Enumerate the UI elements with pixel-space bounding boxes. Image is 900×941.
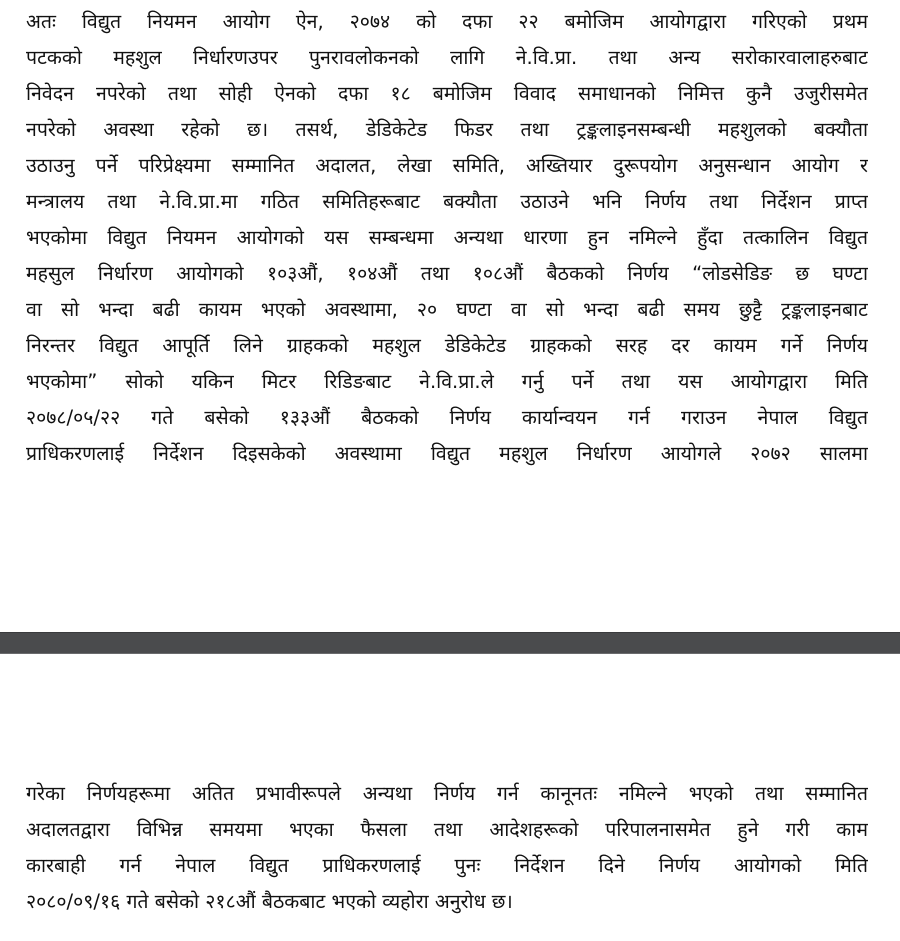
paragraph-continuation	[26, 4, 868, 472]
text-line: गरेका निर्णयहरूमा अतित प्रभावीरूपले अन्यथा निर्णय गर्न कानूनतः नमिल्ने भएको तथा सम्मानित	[26, 782, 868, 805]
text-line: निरन्तर विद्युत आपूर्ति लिने ग्राहकको महशुल डेडिकेटेड ग्राहकको सरह दर कायम गर्ने निर्णय	[26, 334, 868, 357]
text-line: नपरेको अवस्था रहेको छ। तसर्थ, डेडिकेटेड फिडर तथा ट्रङ्कलाइनसम्बन्धी महशुलको बक्यौता	[26, 118, 868, 141]
text-line: महसुल निर्धारण आयोगको १०३औं, १०४औं तथा १०८औं बैठकको निर्णय “लोडसेडिङ छ घण्टा	[26, 262, 868, 285]
text-line: मन्त्रालय तथा ने.वि.प्रा.मा गठित समितिहरूबाट बक्यौता उठाउने भनि निर्णय तथा निर्देशन प्राप्त	[26, 190, 868, 213]
paragraph-continuation	[26, 776, 868, 920]
text-line: उठाउनु पर्ने परिप्रेक्ष्यमा सम्मानित अदालत, लेखा समिति, अख्तियार दुरूपयोग अनुसन्धान आयोग र	[26, 154, 868, 177]
text-line: २०७८/०५/२२ गते बसेको १३३औं बैठकको निर्णय कार्यान्वयन गर्न गराउन नेपाल विद्युत	[26, 406, 868, 429]
text-line: भएकोमा विद्युत नियमन आयोगको यस सम्बन्धमा अन्यथा धारणा हुन नमिल्ने हुँदा तत्कालिन विद्युत	[26, 226, 868, 249]
text-line: भएकोमा” सोको यकिन मिटर रिडिङबाट ने.वि.प्रा.ले गर्नु पर्ने तथा यस आयोगद्वारा मिति	[26, 370, 868, 393]
text-line: अतः विद्युत नियमन आयोग ऐन, २०७४ को दफा २२ बमोजिम आयोगद्वारा गरिएको प्रथम	[26, 10, 868, 33]
text-line: वा सो भन्दा बढी कायम भएको अवस्थामा, २० घण्टा वा सो भन्दा बढी समय छुट्टै ट्रङ्कलाइनबाट	[26, 298, 868, 321]
text-line: २०८०/०९/१६ गते बसेको २१८औं बैठकबाट भएको व्यहोरा अनुरोध छ।	[26, 890, 513, 913]
document-page-bottom	[0, 654, 900, 941]
text-line: कारबाही गर्न नेपाल विद्युत प्राधिकरणलाई पुनः निर्देशन दिने निर्णय आयोगको मिति	[26, 854, 868, 877]
text-line: अदालतद्वारा विभिन्न समयमा भएका फैसला तथा आदेशहरूको परिपालनासमेत हुने गरी काम	[26, 818, 868, 841]
text-line: पटकको महशुल निर्धारणउपर पुनरावलोकनको लागि ने.वि.प्रा. तथा अन्य सरोकारवालाहरुबाट	[26, 46, 868, 69]
text-line: निवेदन नपरेको तथा सोही ऐनको दफा १८ बमोजिम विवाद समाधानको निमित्त कुनै उजुरीसमेत	[26, 82, 868, 105]
page-separator	[0, 632, 900, 654]
text-line: प्राधिकरणलाई निर्देशन दिइसकेको अवस्थामा विद्युत महशुल निर्धारण आयोगले २०७२ सालमा	[26, 442, 868, 465]
